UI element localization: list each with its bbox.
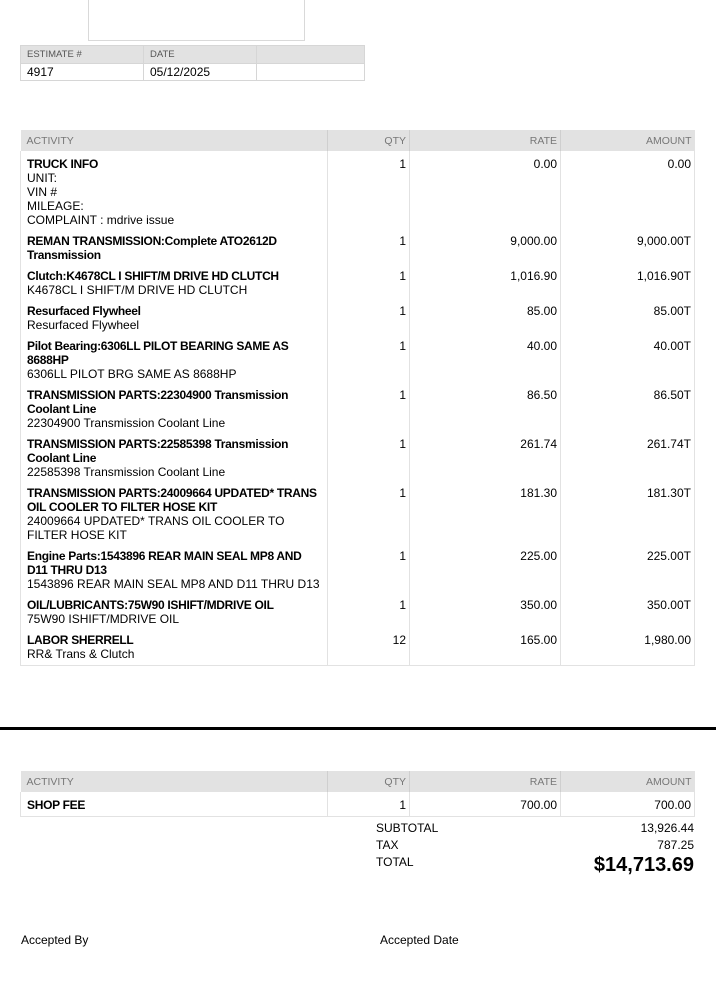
total-value: $14,713.69 (593, 854, 694, 876)
qty-cell: 1 (328, 231, 410, 266)
line-item-row (21, 301, 695, 336)
blank-value (257, 64, 365, 81)
item-name: TRANSMISSION PARTS:22585398 Transmission Coolant Line (27, 437, 289, 465)
activity-cell (21, 434, 328, 483)
rate-cell: 40.00 (410, 336, 561, 385)
amount-cell: 86.50T (561, 385, 695, 434)
amount-cell: 85.00T (561, 301, 695, 336)
date-value: 05/12/2025 (144, 64, 257, 81)
amount-cell: 350.00T (561, 595, 695, 630)
qty-cell: 1 (328, 301, 410, 336)
rate-cell: 261.74 (410, 434, 561, 483)
line-item-row (21, 385, 695, 434)
item-name: TRANSMISSION PARTS:24009664 UPDATED* TRANS OIL COOLER TO FILTER HOSE KIT (27, 486, 317, 514)
line-item-row (21, 266, 695, 301)
activity-cell (21, 151, 328, 231)
item-name: TRANSMISSION PARTS:22304900 Transmission Coolant Line (27, 388, 289, 416)
tax-label: TAX (376, 838, 399, 852)
estimate-number-header: ESTIMATE # (21, 46, 144, 64)
estimate-number-value: 4917 (21, 64, 144, 81)
item-name: Pilot Bearing:6306LL PILOT BEARING SAME AS 8688HP (27, 339, 289, 367)
line-item-row (21, 231, 695, 266)
line-item-row (21, 483, 695, 546)
rate-cell: 700.00 (410, 792, 561, 817)
item-name: OIL/LUBRICANTS:75W90 ISHIFT/MDRIVE OIL (27, 598, 274, 612)
rate-cell: 0.00 (410, 151, 561, 231)
activity-cell (21, 385, 328, 434)
qty-column-header: QTY (328, 771, 410, 792)
rate-cell: 350.00 (410, 595, 561, 630)
amount-cell: 0.00 (561, 151, 695, 231)
line-item-row (21, 336, 695, 385)
shop-fee-body (21, 792, 695, 817)
estimate-meta-table (20, 45, 365, 81)
subtotal-value: 13,926.44 (640, 821, 694, 835)
activity-cell (21, 483, 328, 546)
rate-cell: 85.00 (410, 301, 561, 336)
item-name: LABOR SHERRELL (27, 633, 134, 647)
line-item-row (21, 151, 695, 231)
date-header: DATE (144, 46, 257, 64)
accepted-date-label: Accepted Date (380, 933, 459, 947)
tax-value: 787.25 (657, 838, 694, 852)
line-item-row (21, 546, 695, 595)
activity-cell (21, 595, 328, 630)
amount-column-header: AMOUNT (561, 130, 695, 151)
qty-cell: 1 (328, 266, 410, 301)
amount-cell: 1,016.90T (561, 266, 695, 301)
activity-cell (21, 336, 328, 385)
activity-cell (21, 546, 328, 595)
item-name: REMAN TRANSMISSION:Complete ATO2612D Transmission (27, 234, 277, 262)
item-description: 22304900 Transmission Coolant Line (27, 416, 226, 430)
line-item-row (21, 630, 695, 666)
amount-cell: 700.00 (561, 792, 695, 817)
item-description: 24009664 UPDATED* TRANS OIL COOLER TO FILTER HOSE KIT (27, 514, 285, 542)
qty-cell: 1 (328, 546, 410, 595)
total-label: TOTAL (376, 855, 414, 869)
subtotal-label: SUBTOTAL (376, 821, 439, 835)
rate-cell: 9,000.00 (410, 231, 561, 266)
amount-cell: 181.30T (561, 483, 695, 546)
activity-cell (21, 792, 328, 817)
line-items-table (20, 130, 695, 666)
item-description: 75W90 ISHIFT/MDRIVE OIL (27, 612, 180, 626)
blank-header (257, 46, 365, 64)
item-name: Clutch:K4678CL I SHIFT/M DRIVE HD CLUTCH (27, 269, 279, 283)
line-item-row (21, 434, 695, 483)
qty-cell: 1 (328, 595, 410, 630)
rate-cell: 165.00 (410, 630, 561, 666)
item-description: 1543896 REAR MAIN SEAL MP8 AND D11 THRU D13 (27, 577, 320, 591)
qty-column-header: QTY (328, 130, 410, 151)
amount-cell: 1,980.00 (561, 630, 695, 666)
activity-column-header: ACTIVITY (21, 130, 328, 151)
rate-column-header: RATE (410, 130, 561, 151)
amount-cell: 225.00T (561, 546, 695, 595)
activity-cell (21, 301, 328, 336)
item-description: UNIT: VIN # MILEAGE: COMPLAINT : mdrive issue (27, 171, 175, 227)
item-name: SHOP FEE (27, 798, 86, 812)
rate-cell: 181.30 (410, 483, 561, 546)
line-items-body (21, 151, 695, 666)
item-description: 6306LL PILOT BRG SAME AS 8688HP (27, 367, 237, 381)
qty-cell: 1 (328, 483, 410, 546)
amount-cell: 40.00T (561, 336, 695, 385)
activity-cell (21, 266, 328, 301)
activity-cell (21, 630, 328, 666)
item-name: TRUCK INFO (27, 157, 98, 171)
rate-cell: 225.00 (410, 546, 561, 595)
page-divider (0, 727, 716, 730)
qty-cell: 1 (328, 385, 410, 434)
line-item-row (21, 595, 695, 630)
item-description: K4678CL I SHIFT/M DRIVE HD CLUTCH (27, 283, 248, 297)
item-description: 22585398 Transmission Coolant Line (27, 465, 226, 479)
qty-cell: 1 (328, 792, 410, 817)
activity-column-header: ACTIVITY (21, 771, 328, 792)
amount-cell: 9,000.00T (561, 231, 695, 266)
line-item-row (21, 792, 695, 817)
item-description: Resurfaced Flywheel (27, 318, 140, 332)
accepted-by-label: Accepted By (21, 933, 89, 947)
rate-cell: 86.50 (410, 385, 561, 434)
logo-placeholder (88, 0, 305, 41)
item-description: RR& Trans & Clutch (27, 647, 135, 661)
item-name: Resurfaced Flywheel (27, 304, 141, 318)
rate-cell: 1,016.90 (410, 266, 561, 301)
qty-cell: 1 (328, 434, 410, 483)
amount-cell: 261.74T (561, 434, 695, 483)
qty-cell: 1 (328, 151, 410, 231)
qty-cell: 1 (328, 336, 410, 385)
item-name: Engine Parts:1543896 REAR MAIN SEAL MP8 AND D11 THRU D13 (27, 549, 302, 577)
qty-cell: 12 (328, 630, 410, 666)
rate-column-header: RATE (410, 771, 561, 792)
amount-column-header: AMOUNT (561, 771, 695, 792)
shop-fee-table (20, 771, 695, 817)
activity-cell (21, 231, 328, 266)
